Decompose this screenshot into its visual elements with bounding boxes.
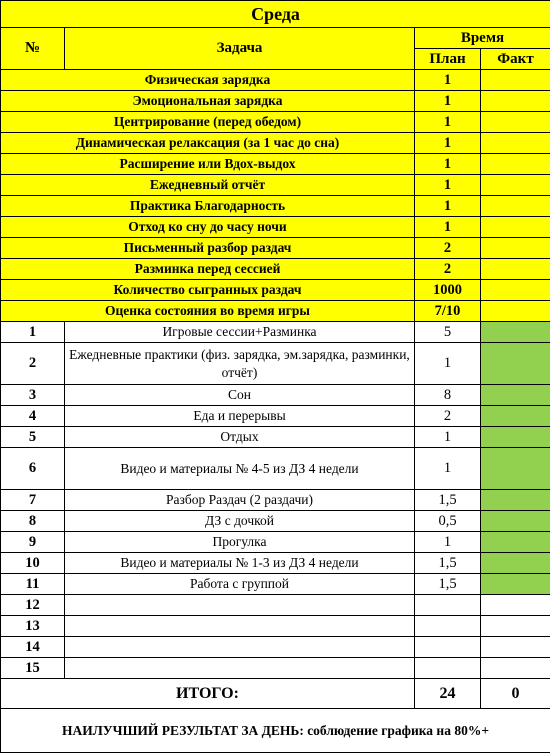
schedule-plan[interactable]: 1 — [415, 532, 481, 553]
practice-row — [1, 238, 550, 259]
schedule-num: 8 — [1, 511, 65, 532]
schedule-plan[interactable] — [415, 595, 481, 616]
schedule-task[interactable]: Прогулка — [65, 532, 415, 553]
practice-fact — [481, 91, 550, 112]
practice-task: Расширение или Вдох-выдох — [1, 154, 415, 175]
schedule-row — [1, 427, 550, 448]
schedule-num: 13 — [1, 616, 65, 637]
schedule-row — [1, 511, 550, 532]
practice-fact — [481, 154, 550, 175]
schedule-row — [1, 385, 550, 406]
practice-task: Разминка перед сессией — [1, 259, 415, 280]
practice-task: Центрирование (перед обедом) — [1, 112, 415, 133]
schedule-num: 12 — [1, 595, 65, 616]
practice-row — [1, 217, 550, 238]
practice-task: Эмоциональная зарядка — [1, 91, 415, 112]
schedule-fact[interactable] — [481, 595, 550, 616]
practice-task: Количество сыгранных раздач — [1, 280, 415, 301]
schedule-task[interactable]: Ежедневные практики (физ. зарядка, эм.зарядка, разминки, отчёт) — [65, 343, 415, 385]
schedule-task[interactable]: Работа с группой — [65, 574, 415, 595]
schedule-num: 3 — [1, 385, 65, 406]
practice-fact — [481, 133, 550, 154]
schedule-plan[interactable]: 1 — [415, 448, 481, 490]
schedule-plan[interactable]: 8 — [415, 385, 481, 406]
practices-section — [1, 70, 550, 322]
practice-plan: 1 — [415, 217, 481, 238]
practice-plan: 1 — [415, 91, 481, 112]
practice-fact — [481, 280, 550, 301]
schedule-task[interactable] — [65, 595, 415, 616]
practice-task: Динамическая релаксация (за 1 час до сна) — [1, 133, 415, 154]
schedule-fact[interactable] — [481, 448, 550, 490]
schedule-fact[interactable] — [481, 343, 550, 385]
practice-fact — [481, 70, 550, 91]
schedule-plan[interactable]: 5 — [415, 322, 481, 343]
schedule-fact[interactable] — [481, 406, 550, 427]
schedule-num: 5 — [1, 427, 65, 448]
schedule-num: 9 — [1, 532, 65, 553]
schedule-fact[interactable] — [481, 637, 550, 658]
schedule-num: 14 — [1, 637, 65, 658]
schedule-fact[interactable] — [481, 511, 550, 532]
practice-row — [1, 70, 550, 91]
schedule-task[interactable]: Разбор Раздач (2 раздачи) — [65, 490, 415, 511]
practice-task: Практика Благодарность — [1, 196, 415, 217]
practice-plan: 1000 — [415, 280, 481, 301]
header-plan: План — [415, 49, 481, 70]
schedule-num: 10 — [1, 553, 65, 574]
schedule-plan[interactable] — [415, 616, 481, 637]
practice-fact — [481, 217, 550, 238]
practice-task: Письменный разбор раздач — [1, 238, 415, 259]
schedule-num: 1 — [1, 322, 65, 343]
practice-row — [1, 259, 550, 280]
schedule-row — [1, 490, 550, 511]
practice-task: Физическая зарядка — [1, 70, 415, 91]
practice-row — [1, 133, 550, 154]
schedule-task[interactable]: ДЗ с дочкой — [65, 511, 415, 532]
practice-plan: 2 — [415, 238, 481, 259]
schedule-plan[interactable] — [415, 637, 481, 658]
schedule-num: 7 — [1, 490, 65, 511]
practice-fact — [481, 301, 550, 322]
schedule-plan[interactable]: 2 — [415, 406, 481, 427]
schedule-task[interactable]: Сон — [65, 385, 415, 406]
practice-plan: 1 — [415, 70, 481, 91]
header-fact: Факт — [481, 49, 550, 70]
practice-fact — [481, 175, 550, 196]
schedule-fact[interactable] — [481, 532, 550, 553]
schedule-plan[interactable]: 1,5 — [415, 490, 481, 511]
schedule-task[interactable]: Отдых — [65, 427, 415, 448]
schedule-row — [1, 343, 550, 385]
day-title: Среда — [1, 1, 550, 28]
practice-row — [1, 91, 550, 112]
schedule-plan[interactable]: 0,5 — [415, 511, 481, 532]
schedule-num: 4 — [1, 406, 65, 427]
schedule-row — [1, 532, 550, 553]
practice-row — [1, 154, 550, 175]
schedule-plan[interactable]: 1,5 — [415, 553, 481, 574]
schedule-num: 15 — [1, 658, 65, 679]
schedule-row — [1, 595, 550, 616]
schedule-fact[interactable] — [481, 616, 550, 637]
total-plan: 24 — [415, 679, 481, 709]
practice-fact — [481, 112, 550, 133]
schedule-fact[interactable] — [481, 322, 550, 343]
schedule-task[interactable]: Еда и перерывы — [65, 406, 415, 427]
schedule-section — [1, 322, 550, 679]
schedule-fact[interactable] — [481, 574, 550, 595]
schedule-fact[interactable] — [481, 490, 550, 511]
practice-task: Ежедневный отчёт — [1, 175, 415, 196]
schedule-num: 6 — [1, 448, 65, 490]
practice-plan: 1 — [415, 196, 481, 217]
schedule-num: 2 — [1, 343, 65, 385]
practice-fact — [481, 259, 550, 280]
header-time: Время — [415, 28, 550, 49]
practice-fact — [481, 196, 550, 217]
header-task: Задача — [65, 28, 415, 70]
schedule-task[interactable] — [65, 658, 415, 679]
schedule-fact[interactable] — [481, 385, 550, 406]
schedule-fact[interactable] — [481, 658, 550, 679]
total-fact: 0 — [481, 679, 550, 709]
practice-row — [1, 175, 550, 196]
schedule-row — [1, 658, 550, 679]
schedule-row — [1, 448, 550, 490]
schedule-task[interactable] — [65, 637, 415, 658]
schedule-fact[interactable] — [481, 427, 550, 448]
schedule-task[interactable]: Видео и материалы № 4-5 из ДЗ 4 недели — [65, 448, 415, 490]
schedule-plan[interactable]: 1,5 — [415, 574, 481, 595]
schedule-task[interactable] — [65, 616, 415, 637]
practice-task: Оценка состояния во время игры — [1, 301, 415, 322]
practice-plan: 1 — [415, 112, 481, 133]
practice-task: Отход ко сну до часу ночи — [1, 217, 415, 238]
total-label: ИТОГО: — [1, 679, 415, 709]
schedule-row — [1, 574, 550, 595]
schedule-fact[interactable] — [481, 553, 550, 574]
practice-row — [1, 196, 550, 217]
schedule-row — [1, 637, 550, 658]
schedule-row — [1, 406, 550, 427]
schedule-row — [1, 553, 550, 574]
footer-note: НАИЛУЧШИЙ РЕЗУЛЬТАТ ЗА ДЕНЬ: соблюдение графика на 80%+ — [1, 709, 550, 753]
schedule-plan[interactable]: 1 — [415, 427, 481, 448]
practice-plan: 7/10 — [415, 301, 481, 322]
schedule-plan[interactable] — [415, 658, 481, 679]
practice-row — [1, 280, 550, 301]
practice-row — [1, 301, 550, 322]
practice-plan: 1 — [415, 154, 481, 175]
practice-plan: 2 — [415, 259, 481, 280]
schedule-plan[interactable]: 1 — [415, 343, 481, 385]
schedule-task[interactable]: Игровые сессии+Разминка — [65, 322, 415, 343]
practice-fact — [481, 238, 550, 259]
practice-plan: 1 — [415, 133, 481, 154]
practice-row — [1, 112, 550, 133]
schedule-num: 11 — [1, 574, 65, 595]
schedule-task[interactable]: Видео и материалы № 1-3 из ДЗ 4 недели — [65, 553, 415, 574]
schedule-row — [1, 616, 550, 637]
schedule-row — [1, 322, 550, 343]
header-num: № — [1, 28, 65, 70]
practice-plan: 1 — [415, 175, 481, 196]
